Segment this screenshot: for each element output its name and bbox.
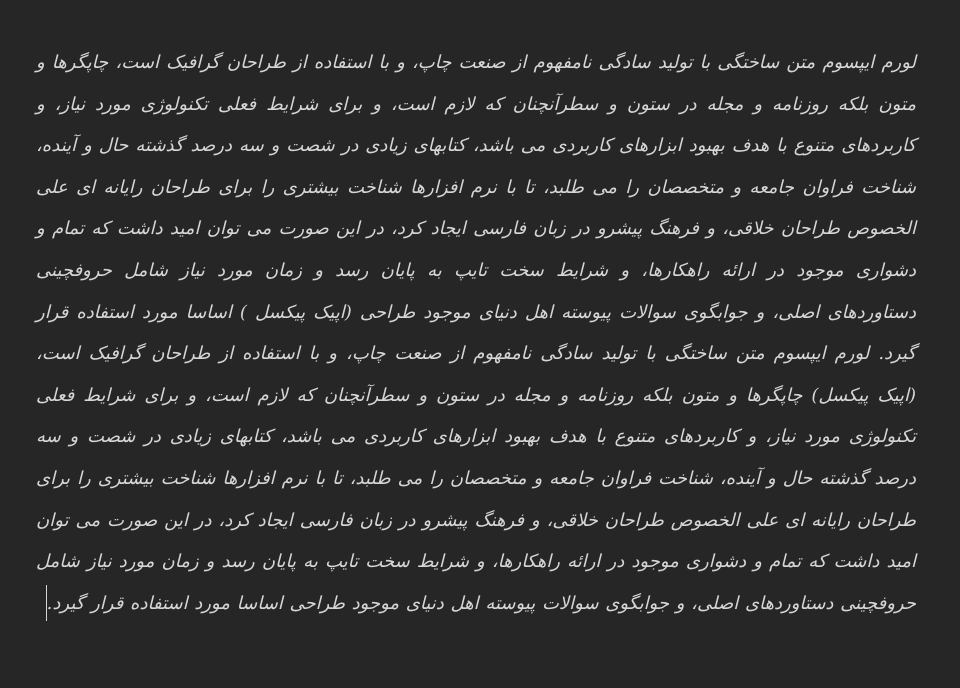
document-paragraph bbox=[36, 42, 916, 624]
paragraph-text: لورم ایپسوم متن ساختگی با تولید سادگی نامفهوم از صنعت چاپ، و با استفاده از طراحان گرافیک است، چاپگرها و متون بلکه روزنامه و مجله در ستون و سطرآنچنان که لازم است، و برای شرایط فعلی تکنولوژی مورد نیاز، و کاربردهای متنوع با هدف بهبود ابزارهای کاربردی می باشد، کتابهای زیادی در شصت و سه درصد گذشته حال و آینده، شناخت فراوان جامعه و متخصصان را می طلبد، تا با نرم افزارها شناخت بیشتری را برای طراحان رایانه ای علی الخصوص طراحان خلاقی، و فرهنگ پیشرو در زبان فارسی ایجاد کرد، در این صورت می توان امید داشت که تمام و دشواری موجود در ارائه راهکارها، و شرایط سخت تایپ به پایان رسد و زمان مورد نیاز شامل حروفچینی دستاوردهای اصلی، و جوابگوی سوالات پیوسته اهل دنیای موجود طراحی (اپیک پیکسل ) اساسا مورد استفاده قرار گیرد. لورم ایپسوم متن ساختگی با تولید سادگی نامفهوم از صنعت چاپ، و با استفاده از طراحان گرافیک است، (اپیک پیکسل) چاپگرها و متون بلکه روزنامه و مجله در ستون و سطرآنچنان که لازم است، و برای شرایط فعلی تکنولوژی مورد نیاز، و کاربردهای متنوع با هدف بهبود ابزارهای کاربردی می باشد، کتابهای زیادی در شصت و سه درصد گذشته حال و آینده، شناخت فراوان جامعه و متخصصان را می طلبد، تا با نرم افزارها شناخت بیشتری را برای طراحان رایانه ای علی الخصوص طراحان خلاقی، و فرهنگ پیشرو در زبان فارسی ایجاد کرد، در این صورت می توان امید داشت که تمام و دشواری موجود در ارائه راهکارها، و شرایط سخت تایپ به پایان رسد و زمان مورد نیاز شامل حروفچینی دستاوردهای اصلی، و جوابگوی سوالات پیوسته اهل دنیای موجود طراحی اساسا مورد استفاده قرار گیرد. bbox=[36, 52, 917, 614]
text-area[interactable] bbox=[36, 42, 916, 624]
